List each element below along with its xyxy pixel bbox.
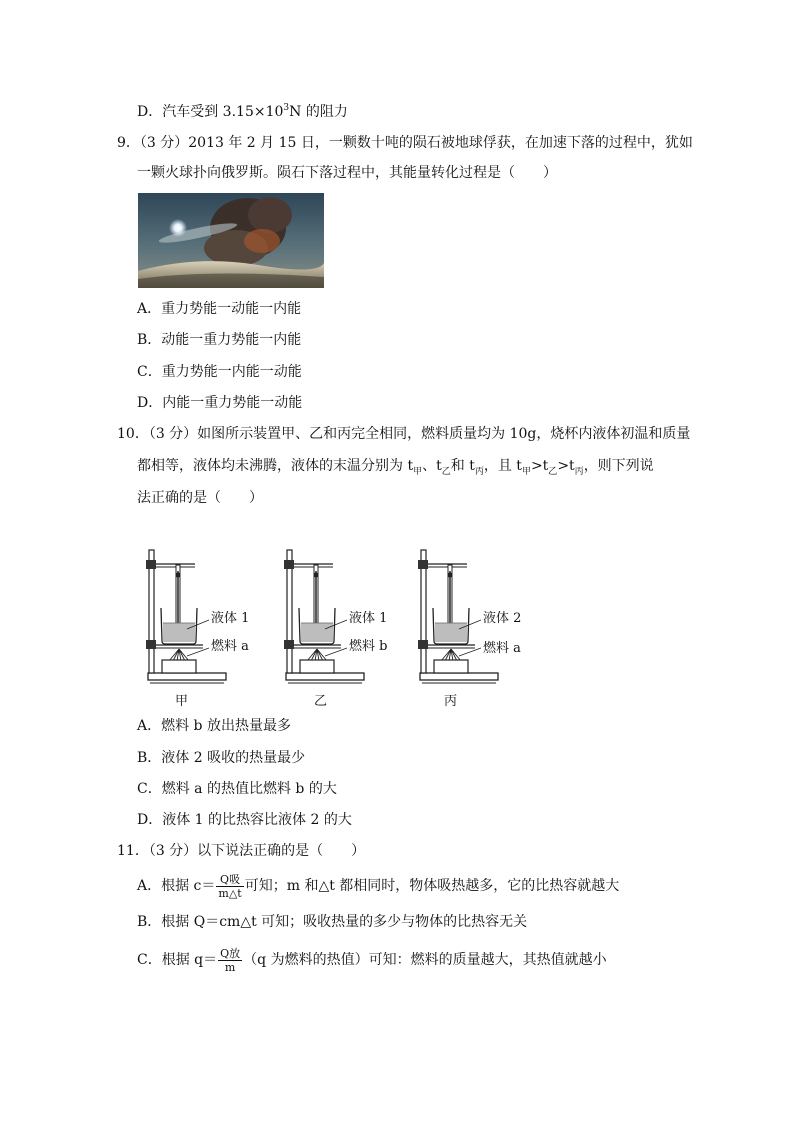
fig-jia-liquid: 液体 1 [211,611,250,626]
q11-stem: 11．（3 分）以下说法正确的是（ ） [117,843,366,859]
meteor-photo [138,193,324,288]
q10-stem-line1: 10．（3 分）如图所示装置甲、乙和丙完全相同，燃料质量均为 10g，烧杯内液体初温和质量 [117,426,691,442]
q9-option-d: D．内能一重力势能一动能 [137,395,303,411]
q9-option-a: A．重力势能一动能一内能 [137,301,302,317]
q10-option-d: D．液体 1 的比热容比液体 2 的大 [137,812,352,828]
q10-stem-line3: 法正确的是（ ） [137,490,263,506]
q11-option-a: A．根据 c＝ $\frac{\text{Q吸}}{m\triangle t}$ 可知；m 和△t 都相同时，物体吸热越多，它的比热容就越大 [137,872,620,900]
fig-bing-liquid: 液体 2 [483,611,522,626]
q10-option-a: A．燃料 b 放出热量最多 [137,718,291,734]
q9-stem-line1: 9．（3 分）2013 年 2 月 15 日，一颗数十吨的陨石被地球俘获，在加速下落的过程中，犹如 [117,135,693,151]
q11-option-c: C．根据 q＝ $\frac{\text{Q放}}{m}$ （q 为燃料的热值）可知：燃料的质量越大，其热值就越小 [137,946,607,974]
q11-a-fraction: $\frac{\text{Q吸}}{m\triangle t}$ [218,872,242,900]
q10-option-b: B．液体 2 吸收的热量最少 [137,750,306,766]
fig-bing-caption: 丙 [444,694,458,709]
q11-option-b: B．根据 Q＝cm△t 可知；吸收热量的多少与物体的比热容无关 [137,914,528,930]
fig-yi-fuel: 燃料 b [349,639,388,654]
heating-apparatus-figure [135,545,522,710]
fig-yi-liquid: 液体 1 [349,611,388,626]
q8-option-d: D．汽车受到 $3.15\times 10^3N$ 的阻力 [137,103,348,120]
q10-stem-line2: 都相等，液体均未沸腾，液体的末温分别为 $t_甲$、$t_乙$和 $t_丙$，且 $t_甲>t_乙>t_丙$，则下列说 [137,458,654,477]
q11-c-fraction: $\frac{\text{Q放}}{m}$ [220,946,241,974]
fig-bing-fuel: 燃料 a [483,641,521,656]
fig-jia-caption: 甲 [175,694,189,709]
q10-option-c: C．燃料 a 的热值比燃料 b 的大 [137,781,337,797]
fig-jia-fuel: 燃料 a [211,639,249,654]
q9-stem-line2: 一颗火球扑向俄罗斯。陨石下落过程中，其能量转化过程是（ ） [137,165,557,181]
q9-option-c: C．重力势能一内能一动能 [137,364,302,380]
fig-yi-caption: 乙 [314,694,328,709]
q9-option-b: B．动能一重力势能一内能 [137,332,302,348]
